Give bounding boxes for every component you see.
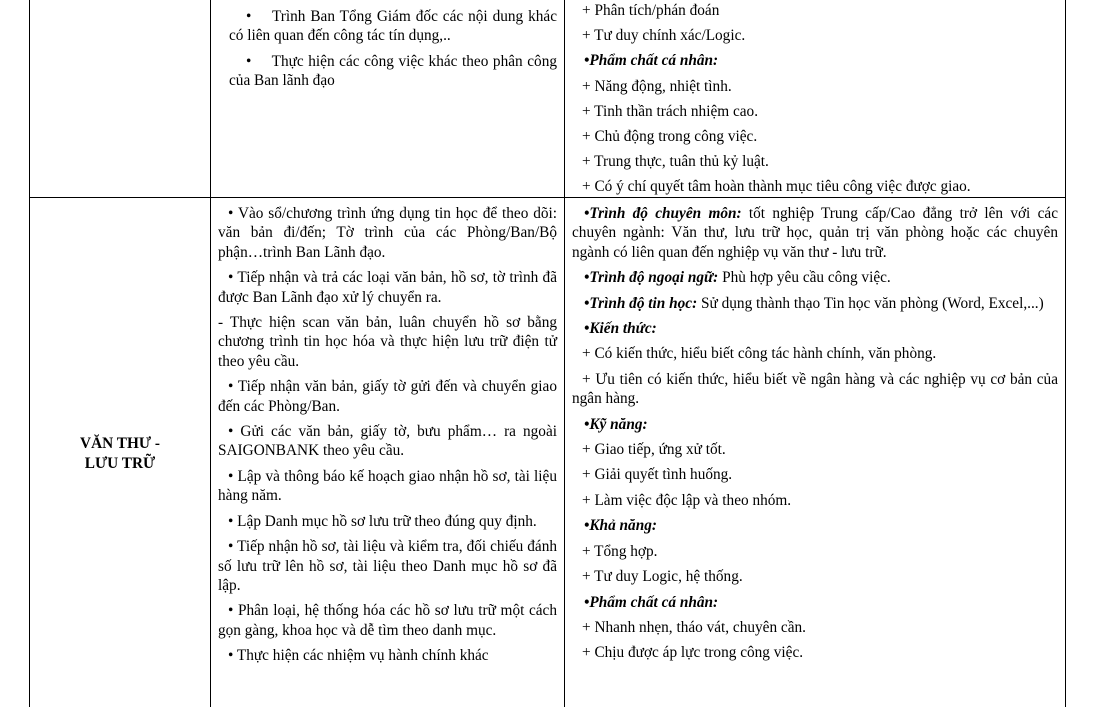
task-item: • Vào sổ/chương trình ứng dụng tin học để theo dõi: văn bản đi/đến; Tờ trình của các Phòng/Ban/Bộ phận…trình Ban Lãnh đạo.	[218, 205, 557, 261]
task-item	[229, 52, 557, 91]
row1-requirements-cell	[582, 0, 1058, 200]
requirement-item: + Phân tích/phán đoán	[582, 2, 720, 19]
requirement-text: tốt nghiệp Trung cấp/Cao đẳng trở lên với các chuyên ngành: Văn thư, lưu trữ học, quản trị văn phòng hoặc các chuyên ngành có liên quan đến nghiệp vụ văn thư - lưu trữ.	[572, 205, 1058, 261]
requirement-labeled	[572, 204, 1058, 262]
requirement-header	[572, 415, 1058, 434]
requirement-labeled	[572, 294, 1058, 313]
task-item: • Gửi các văn bản, giấy tờ, bưu phẩm… ra ngoài SAIGONBANK theo yêu cầu.	[218, 423, 557, 460]
task-item: - Thực hiện scan văn bản, luân chuyển hồ sơ bằng chương trình tin học hóa và thực hiện lưu trữ điện tử theo yêu cầu.	[218, 314, 557, 370]
requirement-label: •Phẩm chất cá nhân:	[584, 593, 719, 611]
task-text: Trình Ban Tổng Giám đốc các nội dung khác có liên quan đến công tác tín dụng,..	[229, 8, 557, 45]
requirement-item: + Ưu tiên có kiến thức, hiểu biết về ngân hàng và các nghiệp vụ cơ bản của ngân hàng.	[572, 370, 1058, 408]
requirement-item: + Chịu được áp lực trong công việc.	[582, 644, 804, 662]
requirement-item: + Giao tiếp, ứng xử tốt.	[582, 441, 726, 459]
requirement-header	[572, 319, 1058, 338]
task-item: • Tiếp nhận hồ sơ, tài liệu và kiểm tra, đối chiếu đánh số lưu trữ lên hồ sơ, tài liệu theo Danh mục hồ sơ đã lập.	[218, 538, 557, 594]
requirement-label: •Trình độ ngoại ngữ:	[584, 269, 719, 287]
row2-requirements-cell	[572, 204, 1058, 663]
requirement-header	[584, 48, 1058, 73]
requirement-label: •Kỹ năng:	[584, 415, 648, 433]
task-item: • Tiếp nhận văn bản, giấy tờ gửi đến và chuyển giao đến các Phòng/Ban.	[218, 378, 557, 415]
requirement-label: Phẩm chất cá nhân:	[589, 52, 719, 70]
requirement-item: + Tư duy chính xác/Logic.	[582, 27, 746, 45]
requirement-item: + Tư duy Logic, hệ thống.	[582, 568, 743, 586]
requirement-item: + Chủ động trong công việc.	[582, 128, 758, 146]
column-divider-2	[564, 0, 565, 707]
requirement-header	[572, 593, 1058, 612]
requirement-item: + Nhanh nhẹn, tháo vát, chuyên cần.	[582, 618, 806, 636]
position-title-line: LƯU TRỮ	[84, 455, 156, 472]
requirement-item: + Tổng hợp.	[582, 542, 658, 560]
requirement-labeled	[572, 268, 1058, 287]
requirement-text: Phù hợp yêu cầu công việc.	[718, 269, 891, 287]
requirement-label: •Kiến thức:	[584, 320, 657, 338]
requirement-label: •Trình độ tin học:	[584, 294, 698, 312]
column-divider-1	[210, 0, 211, 707]
task-item: • Lập và thông báo kế hoạch giao nhận hồ sơ, tài liệu hàng năm.	[218, 467, 557, 505]
bullet-icon: •	[584, 52, 590, 70]
requirement-label: •Trình độ chuyên môn:	[584, 205, 742, 222]
requirement-item: + Có ý chí quyết tâm hoàn thành mục tiêu công việc được giao.	[582, 178, 971, 196]
requirement-item: + Tinh thần trách nhiệm cao.	[582, 102, 759, 120]
row2-tasks-cell	[218, 204, 557, 666]
requirement-label: •Khả năng:	[584, 517, 657, 535]
task-item: • Phân loại, hệ thống hóa các hồ sơ lưu trữ một cách gọn gàng, khoa học và dễ tìm theo danh mục.	[218, 602, 557, 639]
task-item: • Lập Danh mục hồ sơ lưu trữ theo đúng quy định.	[228, 512, 537, 530]
requirement-item: + Trung thực, tuân thủ kỷ luật.	[582, 153, 769, 171]
requirement-item: + Có kiến thức, hiểu biết công tác hành chính, văn phòng.	[582, 345, 937, 363]
requirement-header	[572, 516, 1058, 535]
task-item	[229, 7, 557, 46]
task-text: Thực hiện các công việc khác theo phân công của Ban lãnh đạo	[229, 52, 557, 90]
table-border-left	[29, 0, 30, 707]
table-border-right	[1065, 0, 1066, 707]
task-item: • Tiếp nhận và trả các loại văn bản, hồ sơ, tờ trình đã được Ban Lãnh đạo xử lý chuyển ra.	[218, 269, 557, 306]
requirement-item: + Giải quyết tình huống.	[582, 466, 733, 484]
requirement-item: + Năng động, nhiệt tình.	[582, 77, 732, 95]
position-title-line: VĂN THƯ -	[80, 435, 160, 452]
requirement-text: Sử dụng thành thạo Tin học văn phòng (Word, Excel,...)	[697, 294, 1044, 312]
requirement-item: + Làm việc độc lập và theo nhóm.	[582, 491, 792, 509]
bullet-icon: •	[246, 8, 252, 25]
position-title	[30, 434, 210, 474]
task-item: • Thực hiện các nhiệm vụ hành chính khác	[228, 647, 489, 665]
row1-tasks-cell	[229, 7, 557, 91]
bullet-icon: •	[246, 52, 252, 70]
